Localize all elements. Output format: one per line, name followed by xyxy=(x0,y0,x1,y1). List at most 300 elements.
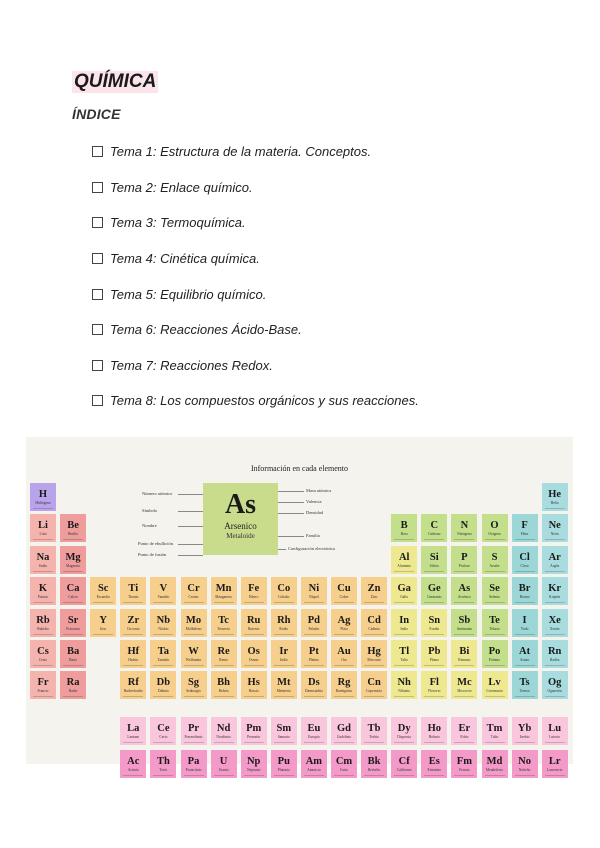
element-name: Plutonio xyxy=(277,768,290,773)
element-name: Cloro xyxy=(520,563,529,568)
element-name: Rodio xyxy=(279,626,289,631)
checkbox-icon[interactable] xyxy=(92,395,103,406)
element-divider xyxy=(545,665,565,666)
element-symbol: Md xyxy=(486,756,503,768)
element-name: Lawrencio xyxy=(547,768,563,773)
element-name: Azufre xyxy=(489,563,500,568)
element-cell-no xyxy=(512,750,538,778)
element-cell-ts xyxy=(512,671,538,699)
element-symbol: Ir xyxy=(279,646,289,657)
element-cell-cd xyxy=(361,609,387,637)
element-divider xyxy=(364,742,384,743)
element-divider xyxy=(485,775,505,776)
element-symbol: Nh xyxy=(397,677,411,689)
element-name: Disprosio xyxy=(397,734,412,739)
checkbox-icon[interactable] xyxy=(92,182,103,193)
element-divider xyxy=(515,602,535,603)
element-name: Cadmio xyxy=(368,626,380,631)
element-symbol: Fl xyxy=(429,677,439,689)
element-symbol: Mn xyxy=(215,583,232,595)
element-name: Xenón xyxy=(549,626,560,631)
element-cell-in xyxy=(391,609,417,637)
element-name: Francio xyxy=(37,689,49,694)
element-cell-v xyxy=(150,577,176,605)
element-cell-se xyxy=(482,577,508,605)
element-cell-y xyxy=(90,609,116,637)
element-cell-cm xyxy=(331,750,357,778)
element-name: Roentgenio xyxy=(335,689,353,694)
element-symbol: Ne xyxy=(548,520,561,532)
element-name: Telurio xyxy=(489,626,500,631)
element-divider xyxy=(184,602,204,603)
element-cell-ni xyxy=(301,577,327,605)
element-symbol: Hs xyxy=(247,677,260,689)
element-divider xyxy=(244,602,264,603)
element-divider xyxy=(274,696,294,697)
element-divider xyxy=(485,696,505,697)
element-cell-tl xyxy=(391,640,417,668)
key-label-left: Número atómico xyxy=(142,491,173,496)
element-cell-eu xyxy=(301,717,327,745)
topic-item[interactable] xyxy=(92,312,419,348)
element-name: Neón xyxy=(550,532,559,537)
element-cell-er xyxy=(451,717,477,745)
checkbox-icon[interactable] xyxy=(92,217,103,228)
element-divider xyxy=(364,602,384,603)
checkbox-icon[interactable] xyxy=(92,253,103,264)
element-divider xyxy=(214,742,234,743)
element-name: Oxígeno xyxy=(488,532,501,537)
element-symbol: Pd xyxy=(307,614,321,626)
element-divider xyxy=(153,602,173,603)
element-symbol: Ge xyxy=(427,583,441,595)
element-symbol: Al xyxy=(398,551,410,563)
topic-item[interactable] xyxy=(92,383,419,419)
element-symbol: Rg xyxy=(337,677,351,689)
element-name: Nobelio xyxy=(518,768,531,773)
element-cell-ar xyxy=(542,546,568,574)
element-symbol: Y xyxy=(99,614,107,626)
element-cell-lr xyxy=(542,750,568,778)
element-name: Germanio xyxy=(427,595,442,600)
element-name: Berilio xyxy=(68,532,79,537)
element-divider xyxy=(515,539,535,540)
element-cell-u xyxy=(211,750,237,778)
element-cell-au xyxy=(331,640,357,668)
element-cell-be xyxy=(60,514,86,542)
element-name: Holmio xyxy=(428,734,440,739)
element-symbol: Po xyxy=(488,646,501,657)
element-cell-rf xyxy=(120,671,146,699)
element-divider xyxy=(123,602,143,603)
element-symbol: Sr xyxy=(67,614,79,626)
element-symbol: Sm xyxy=(276,722,292,734)
element-symbol: Rf xyxy=(127,677,139,689)
element-symbol: In xyxy=(399,614,410,626)
element-name: Manganeso xyxy=(215,595,232,600)
element-symbol: Mt xyxy=(277,677,291,689)
element-name: Actinio xyxy=(127,768,139,773)
element-symbol: Br xyxy=(518,583,531,595)
element-divider xyxy=(63,634,83,635)
element-symbol: Ru xyxy=(246,614,261,626)
topic-text: : Reacciones Ácido-Base. xyxy=(152,322,302,338)
element-cell-gd xyxy=(331,717,357,745)
element-divider xyxy=(334,742,354,743)
element-symbol: Ce xyxy=(157,722,170,734)
element-name: Fermio xyxy=(459,768,470,773)
element-divider xyxy=(394,665,414,666)
element-symbol: Zn xyxy=(367,583,381,595)
key-label-left: Punto de fusión xyxy=(138,552,167,557)
element-divider xyxy=(274,602,294,603)
element-name: Molibdeno xyxy=(185,626,202,631)
element-symbol: B xyxy=(400,520,408,532)
index-heading: ÍNDICE xyxy=(72,106,121,122)
element-name: Mercurio xyxy=(367,658,381,662)
element-symbol: Fm xyxy=(456,756,472,768)
element-cell-ti xyxy=(120,577,146,605)
element-name: Gadolinio xyxy=(336,734,352,739)
topic-item[interactable] xyxy=(92,348,419,384)
element-cell-co xyxy=(271,577,297,605)
element-symbol: Pm xyxy=(246,722,262,734)
element-symbol: Re xyxy=(217,646,230,657)
element-divider xyxy=(394,539,414,540)
element-cell-te xyxy=(482,609,508,637)
element-divider xyxy=(244,634,264,635)
element-name: Samario xyxy=(277,734,290,739)
element-cell-re xyxy=(211,640,237,668)
element-symbol: P xyxy=(461,551,468,563)
element-divider xyxy=(424,634,444,635)
checkbox-icon[interactable] xyxy=(92,324,103,335)
element-symbol: Ra xyxy=(66,677,80,689)
key-symbol: As xyxy=(224,489,257,520)
element-divider xyxy=(63,665,83,666)
element-divider xyxy=(545,775,565,776)
element-divider xyxy=(153,665,173,666)
element-cell-fl xyxy=(421,671,447,699)
topic-label: Tema 5 xyxy=(110,286,153,302)
element-name: Estaño xyxy=(429,626,440,631)
key-name: Arsenico xyxy=(224,521,257,531)
topic-text: : Reacciones Redox. xyxy=(152,357,273,373)
element-divider xyxy=(274,634,294,635)
element-name: Prometio xyxy=(247,734,261,739)
document-title: QUÍMICA xyxy=(74,71,157,92)
element-symbol: Ho xyxy=(427,722,441,734)
element-name: Argón xyxy=(550,563,560,568)
element-divider xyxy=(93,602,113,603)
element-symbol: Sb xyxy=(458,614,471,626)
element-cell-yb xyxy=(512,717,538,745)
element-name: Darmstadtio xyxy=(305,689,323,694)
element-name: Cromo xyxy=(188,595,199,600)
element-divider xyxy=(515,571,535,572)
element-divider xyxy=(214,775,234,776)
element-divider xyxy=(545,508,565,509)
element-name: Hafnio xyxy=(128,658,139,662)
element-name: Selenio xyxy=(489,595,500,600)
element-name: Platino xyxy=(308,658,319,662)
element-name: Seaborgio xyxy=(186,689,201,694)
topic-text: : Enlace químico. xyxy=(152,179,253,195)
element-symbol: Db xyxy=(156,677,171,689)
element-symbol: Pa xyxy=(187,756,200,768)
element-symbol: Na xyxy=(36,551,50,563)
element-symbol: Tc xyxy=(218,614,229,626)
element-name: Torio xyxy=(159,768,168,773)
element-cell-pu xyxy=(271,750,297,778)
element-name: Flerovio xyxy=(428,689,441,694)
element-name: Tecnecio xyxy=(217,626,231,631)
element-symbol: Tb xyxy=(367,722,381,734)
element-divider xyxy=(454,539,474,540)
element-name: Cesio xyxy=(38,658,48,662)
element-name: Tulio xyxy=(490,734,499,739)
element-name: Radio xyxy=(68,689,78,694)
key-class: Metaloide xyxy=(226,532,255,540)
element-cell-ca xyxy=(60,577,86,605)
element-cell-cr xyxy=(181,577,207,605)
element-symbol: Be xyxy=(67,520,79,532)
key-connector xyxy=(278,502,304,503)
element-divider xyxy=(184,775,204,776)
element-name: Rutherfordio xyxy=(124,689,143,694)
element-symbol: Li xyxy=(38,520,48,532)
element-cell-mc xyxy=(451,671,477,699)
element-cell-th xyxy=(150,750,176,778)
element-cell-la xyxy=(120,717,146,745)
element-divider xyxy=(33,602,53,603)
element-name: Zinc xyxy=(370,595,378,600)
element-name: Cobre xyxy=(339,595,349,600)
element-symbol: Pb xyxy=(428,646,441,657)
element-cell-cs xyxy=(30,640,56,668)
element-divider xyxy=(184,696,204,697)
element-divider xyxy=(424,696,444,697)
element-divider xyxy=(364,775,384,776)
element-symbol: Ag xyxy=(337,614,351,626)
element-symbol: Fe xyxy=(248,583,260,595)
element-divider xyxy=(545,539,565,540)
element-divider xyxy=(454,742,474,743)
element-cell-pa xyxy=(181,750,207,778)
key-connector xyxy=(278,536,304,537)
topic-item[interactable] xyxy=(92,205,419,241)
element-divider xyxy=(545,742,565,743)
element-symbol: Sg xyxy=(187,677,200,689)
periodic-table-heading: Información en cada elemento xyxy=(250,464,349,473)
element-cell-rn xyxy=(542,640,568,668)
element-name: Neodimio xyxy=(216,734,231,739)
element-cell-fm xyxy=(451,750,477,778)
element-name: Praseodimio xyxy=(184,734,203,739)
element-divider xyxy=(93,634,113,635)
topic-label: Tema 3 xyxy=(110,215,153,231)
element-divider xyxy=(244,742,264,743)
element-name: Protactinio xyxy=(185,768,202,773)
element-symbol: Eu xyxy=(307,722,321,734)
key-connector xyxy=(178,494,203,495)
element-divider xyxy=(184,634,204,635)
element-symbol: Yb xyxy=(517,722,532,734)
key-label-right: Configuración electrónica xyxy=(288,546,335,551)
element-divider xyxy=(153,634,173,635)
key-label-right: Familia xyxy=(306,533,320,538)
element-divider xyxy=(304,742,324,743)
element-divider xyxy=(394,742,414,743)
element-symbol: Cf xyxy=(398,756,410,768)
element-cell-pt xyxy=(301,640,327,668)
element-cell-as xyxy=(451,577,477,605)
element-divider xyxy=(244,775,264,776)
element-symbol: Pu xyxy=(277,756,290,768)
element-divider xyxy=(304,634,324,635)
element-symbol: Lv xyxy=(488,677,501,689)
element-cell-na xyxy=(30,546,56,574)
element-name: Hidrógeno xyxy=(35,501,51,505)
topic-text: : Equilibrio químico. xyxy=(152,286,267,302)
element-symbol: Pt xyxy=(308,646,319,657)
element-symbol: Gd xyxy=(336,722,351,734)
element-name: Polonio xyxy=(488,658,501,662)
element-name: Bario xyxy=(69,658,78,662)
element-divider xyxy=(545,696,565,697)
element-cell-he xyxy=(542,483,568,511)
element-cell-cl xyxy=(512,546,538,574)
element-cell-xe xyxy=(542,609,568,637)
element-symbol: Hg xyxy=(367,646,381,657)
element-divider xyxy=(244,696,264,697)
element-divider xyxy=(334,602,354,603)
element-cell-s xyxy=(482,546,508,574)
element-name: Boro xyxy=(400,532,408,537)
element-divider xyxy=(394,696,414,697)
element-name: Curio xyxy=(339,768,349,773)
element-divider xyxy=(63,696,83,697)
element-symbol: Zr xyxy=(127,614,140,626)
element-symbol: W xyxy=(188,646,199,657)
element-name: Bismuto xyxy=(458,658,471,662)
element-cell-sg xyxy=(181,671,207,699)
element-cell-pb xyxy=(421,640,447,668)
element-symbol: Fr xyxy=(37,677,49,689)
element-name: Osmio xyxy=(248,658,259,662)
checkbox-icon[interactable] xyxy=(92,360,103,371)
element-divider xyxy=(244,665,264,666)
element-divider xyxy=(184,742,204,743)
element-symbol: No xyxy=(518,756,532,768)
element-cell-c xyxy=(421,514,447,542)
element-name: Meitnerio xyxy=(276,689,291,694)
element-symbol: Am xyxy=(305,756,323,768)
topic-item[interactable] xyxy=(92,170,419,206)
key-label-left: Símbolo xyxy=(142,508,158,513)
element-cell-ba xyxy=(60,640,86,668)
element-cell-b xyxy=(391,514,417,542)
element-name: Calcio xyxy=(68,595,78,600)
element-cell-bh xyxy=(211,671,237,699)
element-divider xyxy=(63,571,83,572)
element-name: Californio xyxy=(396,768,412,773)
element-cell-pd xyxy=(301,609,327,637)
element-cell-lv xyxy=(482,671,508,699)
topic-item[interactable] xyxy=(92,134,419,170)
element-divider xyxy=(153,775,173,776)
element-divider xyxy=(485,634,505,635)
element-cell-ds xyxy=(301,671,327,699)
element-cell-ir xyxy=(271,640,297,668)
element-name: Helio xyxy=(550,501,559,505)
topic-item[interactable] xyxy=(92,276,419,312)
element-symbol: Ac xyxy=(127,756,140,768)
element-name: Estroncio xyxy=(66,626,80,631)
element-name: Litio xyxy=(39,532,47,537)
element-divider xyxy=(364,634,384,635)
element-name: Arsénico xyxy=(457,595,471,600)
element-divider xyxy=(424,665,444,666)
element-cell-np xyxy=(241,750,267,778)
element-cell-sr xyxy=(60,609,86,637)
element-name: Europio xyxy=(308,734,320,739)
element-divider xyxy=(304,602,324,603)
checkbox-icon[interactable] xyxy=(92,289,103,300)
element-cell-fr xyxy=(30,671,56,699)
element-symbol: Er xyxy=(458,722,471,734)
element-name: Lantano xyxy=(127,734,140,739)
topic-item[interactable] xyxy=(92,241,419,277)
element-name: Plomo xyxy=(429,658,439,662)
element-divider xyxy=(304,775,324,776)
element-divider xyxy=(63,539,83,540)
element-cell-rg xyxy=(331,671,357,699)
element-divider xyxy=(33,571,53,572)
element-name: Mendelevio xyxy=(485,768,504,773)
element-symbol: Bh xyxy=(217,677,231,689)
key-connector xyxy=(178,526,203,527)
element-name: Renio xyxy=(219,658,228,662)
element-symbol: At xyxy=(519,646,531,657)
element-divider xyxy=(394,634,414,635)
element-cell-rh xyxy=(271,609,297,637)
element-cell-n xyxy=(451,514,477,542)
element-divider xyxy=(33,665,53,666)
element-symbol: Kr xyxy=(548,583,562,595)
element-divider xyxy=(515,775,535,776)
checkbox-icon[interactable] xyxy=(92,146,103,157)
element-divider xyxy=(454,696,474,697)
element-cell-ra xyxy=(60,671,86,699)
key-label-right: Densidad xyxy=(306,510,323,515)
element-name: Paladio xyxy=(308,626,320,631)
element-divider xyxy=(334,665,354,666)
element-divider xyxy=(515,634,535,635)
key-label-left: Nombre xyxy=(142,523,157,528)
element-symbol: Cm xyxy=(335,756,353,768)
element-cell-cn xyxy=(361,671,387,699)
element-symbol: Sn xyxy=(428,614,441,626)
element-cell-pm xyxy=(241,717,267,745)
element-cell-md xyxy=(482,750,508,778)
element-name: Livermorio xyxy=(486,689,503,694)
element-divider xyxy=(63,602,83,603)
element-cell-f xyxy=(512,514,538,542)
element-name: Bohrio xyxy=(218,689,229,694)
element-divider xyxy=(454,634,474,635)
topic-label: Tema 8 xyxy=(110,393,153,409)
